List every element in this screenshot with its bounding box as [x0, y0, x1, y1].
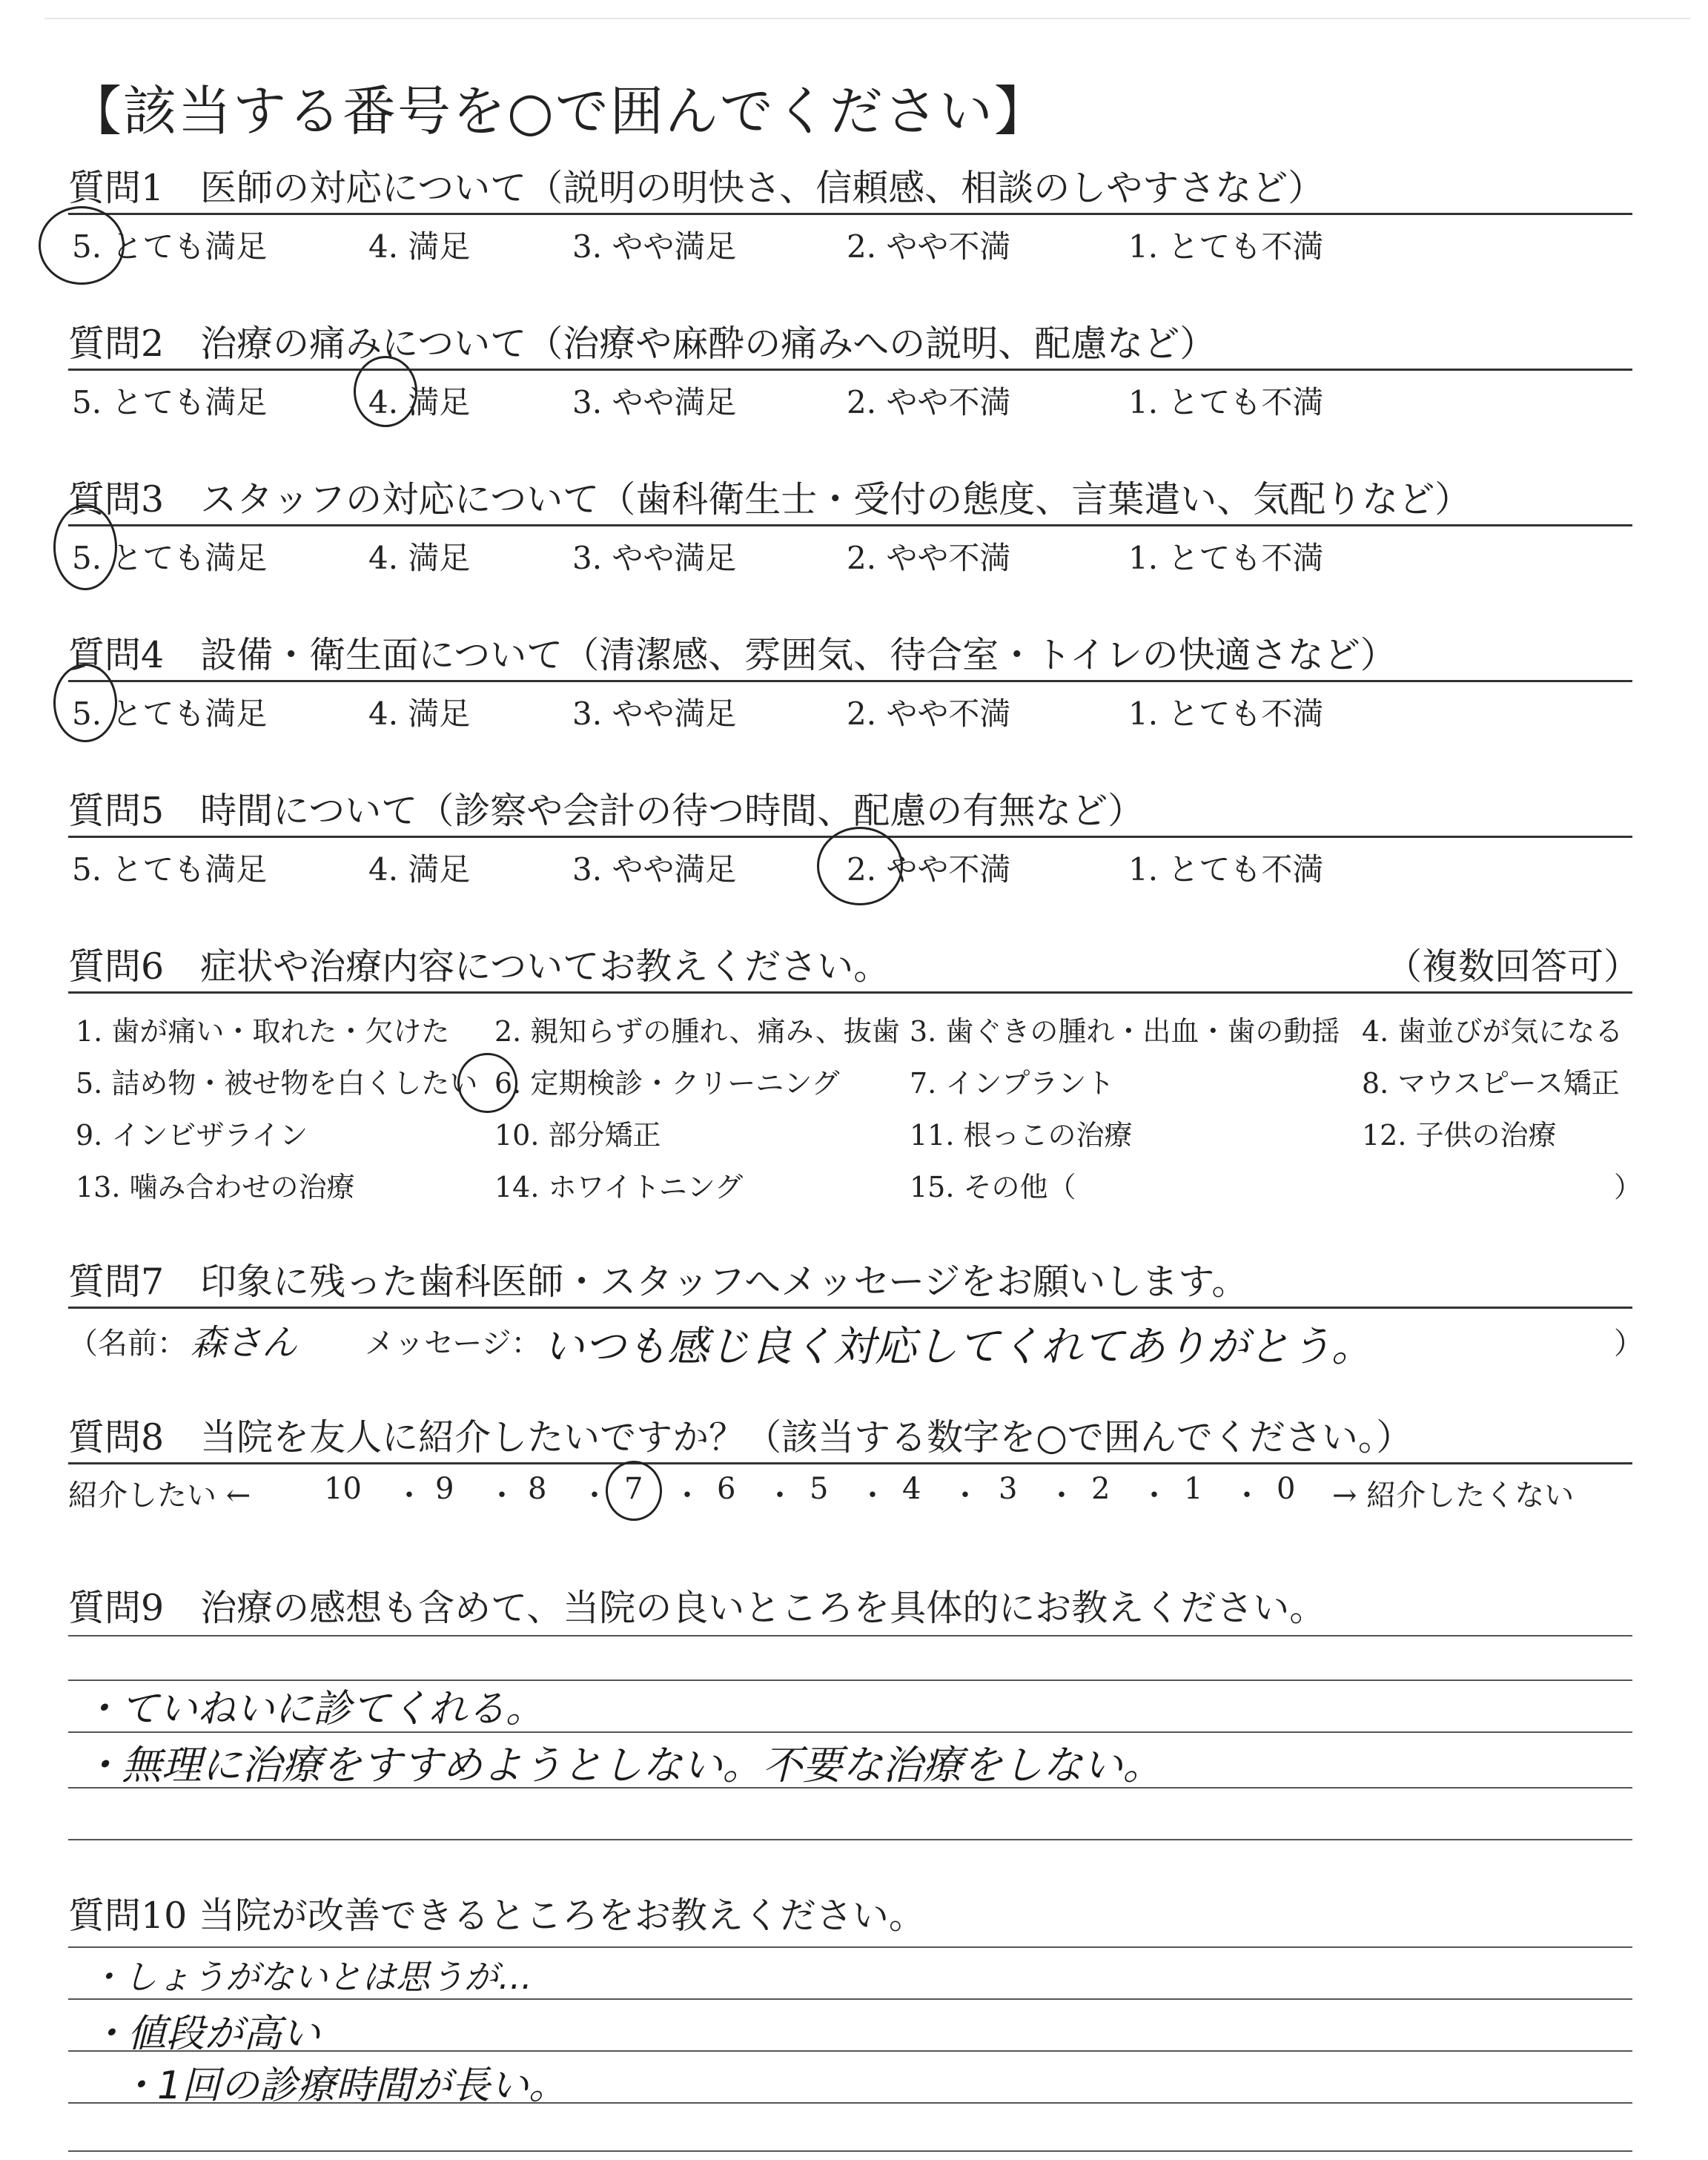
- symptom-option[interactable]: 8. マウスピース矯正: [1362, 1067, 1620, 1100]
- answer-line: [68, 1635, 1632, 1636]
- scale-dot: ・: [1047, 1479, 1076, 1513]
- scale-1[interactable]: 1: [1184, 1472, 1203, 1506]
- option-2[interactable]: 2. やや不満: [847, 228, 1011, 265]
- option-1[interactable]: 1. とても不満: [1128, 851, 1324, 888]
- message-row: [68, 1320, 1644, 1372]
- option-3[interactable]: 3. やや満足: [572, 851, 737, 888]
- other-close-paren: ）: [1614, 1171, 1643, 1203]
- option-2[interactable]: 2. やや不満: [847, 540, 1011, 576]
- rating-options: [68, 534, 1640, 586]
- symptom-option[interactable]: 13. 噛み合わせの治療: [76, 1171, 355, 1203]
- scale-6[interactable]: 6: [717, 1472, 736, 1506]
- question-heading: 質問2 治療の痛みについて（治療や麻酔の痛みへの説明、配慮など）: [68, 323, 1217, 365]
- question-heading: 質問4 設備・衛生面について（清潔感、雰囲気、待合室・トイレの快適さなど）: [68, 634, 1397, 676]
- q10-answer-3[interactable]: ・1回の診療時間が長い。: [119, 2064, 568, 2108]
- option-2[interactable]: 2. やや不満: [847, 851, 1011, 888]
- question-heading: 質問5 時間について（診察や会計の待つ時間、配慮の有無など）: [68, 790, 1145, 832]
- symptom-option[interactable]: 14. ホワイトニング: [494, 1171, 744, 1203]
- rating-options: [68, 690, 1640, 742]
- symptom-option[interactable]: 6. 定期検診・クリーニング: [494, 1067, 840, 1100]
- scale-dot: ・: [672, 1479, 702, 1513]
- close-paren: ）: [1614, 1327, 1644, 1361]
- symptom-option[interactable]: 3. 歯ぐきの腫れ・出血・歯の動揺: [910, 1015, 1340, 1048]
- option-5[interactable]: 5. とても満足: [72, 228, 268, 265]
- question-3: [68, 471, 1640, 586]
- option-5[interactable]: 5. とても満足: [72, 851, 268, 888]
- rating-options: [68, 222, 1640, 274]
- name-label: （名前：: [68, 1327, 187, 1361]
- symptom-option[interactable]: 11. 根っこの治療: [910, 1119, 1133, 1152]
- scale-dot: ・: [950, 1479, 980, 1513]
- top-border: [44, 18, 1690, 19]
- message-value[interactable]: いつも感じ良く対応してくれてありがとう。: [543, 1323, 1373, 1371]
- selection-circle: [457, 1053, 517, 1113]
- answer-line: [68, 1839, 1632, 1840]
- recommend-scale: [68, 1472, 1640, 1524]
- answer-line: [68, 2150, 1632, 2152]
- divider: [68, 1307, 1632, 1309]
- question-2: [68, 315, 1640, 430]
- option-4[interactable]: 4. 満足: [368, 228, 471, 265]
- question-heading-text: 質問6 症状や治療内容についてお教えください。: [68, 945, 890, 988]
- scale-dot: ・: [765, 1479, 795, 1513]
- selection-circle: [817, 827, 903, 905]
- divider: [68, 1462, 1632, 1464]
- option-4[interactable]: 4. 満足: [368, 696, 471, 732]
- symptom-option[interactable]: 7. インプラント: [910, 1067, 1115, 1100]
- scale-right-label: → 紹介したくない: [1332, 1479, 1575, 1513]
- option-3[interactable]: 3. やや満足: [572, 696, 737, 732]
- option-4[interactable]: 4. 満足: [368, 384, 471, 420]
- selection-circle: [39, 206, 125, 285]
- question-5: [68, 782, 1640, 897]
- divider: [68, 680, 1632, 682]
- scale-dot: ・: [1232, 1479, 1262, 1513]
- question-7: [68, 1253, 1644, 1372]
- question-1: [68, 159, 1640, 274]
- q10-answer-2[interactable]: ・値段が高い: [89, 2012, 321, 2056]
- option-5[interactable]: 5. とても満足: [72, 540, 268, 576]
- symptom-option[interactable]: 2. 親知らずの腫れ、痛み、抜歯: [494, 1015, 900, 1048]
- scale-8[interactable]: 8: [528, 1472, 547, 1506]
- multiple-answer-note: （複数回答可）: [1385, 945, 1640, 988]
- scale-2[interactable]: 2: [1091, 1472, 1110, 1506]
- scale-3[interactable]: 3: [999, 1472, 1018, 1506]
- option-3[interactable]: 3. やや満足: [572, 384, 737, 420]
- symptom-option[interactable]: 12. 子供の治療: [1362, 1119, 1557, 1152]
- selection-circle: [606, 1461, 662, 1521]
- question-heading: 質問3 スタッフの対応について（歯科衛生士・受付の態度、言葉遣い、気配りなど）: [68, 478, 1472, 521]
- divider: [68, 991, 1632, 994]
- q9-answer-1[interactable]: ・ていねいに診てくれる。: [82, 1687, 545, 1731]
- scale-dot: ・: [1139, 1479, 1169, 1513]
- question-heading: 質問8 当院を友人に紹介したいですか？（該当する数字を○で囲んでください。）: [68, 1416, 1413, 1459]
- option-3[interactable]: 3. やや満足: [572, 540, 737, 576]
- q10-answer-1[interactable]: ・しょうがないとは思うが…: [89, 1957, 532, 1997]
- scale-5[interactable]: 5: [810, 1472, 829, 1506]
- message-label: メッセージ：: [365, 1327, 541, 1361]
- option-2[interactable]: 2. やや不満: [847, 384, 1011, 420]
- symptom-option-other[interactable]: 15. その他（: [910, 1171, 1076, 1203]
- option-2[interactable]: 2. やや不満: [847, 696, 1011, 732]
- rating-options: [68, 845, 1640, 897]
- scale-dot: ・: [580, 1479, 609, 1513]
- question-heading: 質問9 治療の感想も含めて、当院の良いところを具体的にお教えください。: [68, 1587, 1326, 1629]
- divider: [68, 524, 1632, 526]
- scale-7[interactable]: 7: [624, 1472, 643, 1506]
- symptom-option[interactable]: 9. インビザライン: [76, 1119, 308, 1152]
- selection-circle: [354, 356, 417, 427]
- option-1[interactable]: 1. とても不満: [1128, 384, 1324, 420]
- scale-dot: ・: [394, 1479, 424, 1513]
- question-4: [68, 627, 1640, 742]
- q9-answer-2[interactable]: ・無理に治療をすすめようとしない。不要な治療をしない。: [82, 1742, 1163, 1789]
- option-3[interactable]: 3. やや満足: [572, 228, 737, 265]
- question-6: [68, 938, 1643, 1209]
- symptom-option[interactable]: 10. 部分矯正: [494, 1119, 661, 1152]
- option-4[interactable]: 4. 満足: [368, 540, 471, 576]
- symptom-option[interactable]: 1. 歯が痛い・取れた・欠けた: [76, 1015, 450, 1048]
- symptom-option[interactable]: 4. 歯並びが気になる: [1362, 1015, 1623, 1048]
- selection-circle: [53, 504, 117, 590]
- scale-left-label: 紹介したい ←: [68, 1479, 251, 1513]
- question-heading: [68, 938, 1640, 991]
- scale-dot: ・: [487, 1479, 517, 1513]
- scale-10[interactable]: 10: [324, 1472, 362, 1506]
- option-4[interactable]: 4. 満足: [368, 851, 471, 888]
- divider: [68, 213, 1632, 215]
- option-5[interactable]: 5. とても満足: [72, 384, 268, 420]
- option-5[interactable]: 5. とても満足: [72, 696, 268, 732]
- scale-0[interactable]: 0: [1277, 1472, 1296, 1506]
- question-heading: 質問10 当院が改善できるところをお教えください。: [68, 1895, 925, 1937]
- symptom-options: [68, 1001, 1643, 1209]
- divider: [68, 369, 1632, 371]
- selection-circle: [53, 664, 117, 742]
- rating-options: [68, 378, 1640, 430]
- answer-line: [68, 1946, 1632, 1948]
- question-8: [68, 1409, 1640, 1524]
- scale-9[interactable]: 9: [435, 1472, 454, 1506]
- question-heading: 質問1 医師の対応について（説明の明快さ、信頼感、相談のしやすさなど）: [68, 167, 1325, 209]
- name-value[interactable]: 森さん: [191, 1322, 298, 1364]
- question-10: [68, 1887, 1640, 1941]
- scale-dot: ・: [858, 1479, 887, 1513]
- option-1[interactable]: 1. とても不満: [1128, 540, 1324, 576]
- symptom-option[interactable]: 5. 詰め物・被せ物を白くしたい: [76, 1067, 478, 1100]
- question-heading: 質問7 印象に残った歯科医師・スタッフへメッセージをお願いします。: [68, 1261, 1248, 1303]
- scale-4[interactable]: 4: [902, 1472, 921, 1506]
- question-9: [68, 1579, 1640, 1633]
- page-title: 【該当する番号を○で囲んでください】: [68, 80, 1049, 142]
- option-1[interactable]: 1. とても不満: [1128, 696, 1324, 732]
- option-1[interactable]: 1. とても不満: [1128, 228, 1324, 265]
